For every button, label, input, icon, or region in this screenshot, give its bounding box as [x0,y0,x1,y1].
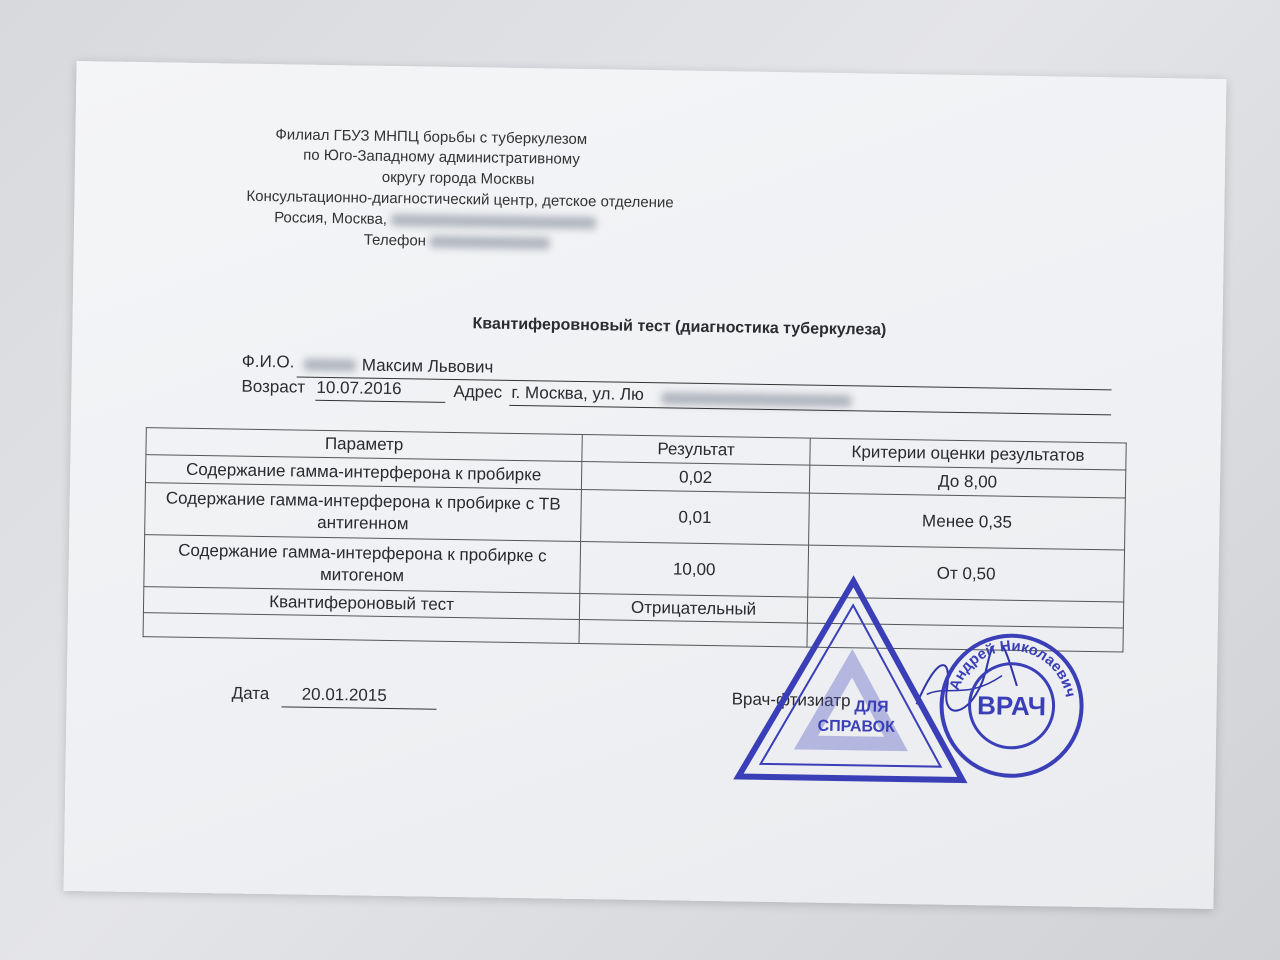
round-stamp-center-text: ВРАЧ [976,690,1047,722]
document-title: Квантиферовновый тест (диагностика туберкулеза) [472,315,887,339]
header-line-2: по Юго-Западному административному [303,146,580,168]
round-stamp-ring-text: Андрей Николаевич [946,637,1079,699]
age-label: Возраст [241,376,306,397]
param-cell: Содержание гамма-интерферона к пробирке [145,455,581,490]
triangle-stamp-text-2: СПРАВОК [817,717,895,736]
result-cell: 0,01 [581,490,810,546]
header-line-4: Консультационно-диагностический центр, детское отделение [246,187,674,212]
header-line-3: округу города Москвы [381,168,535,189]
criteria-cell: От 0,50 [808,545,1125,602]
doctor-label: Врач-фтизиатр [731,689,851,711]
param-cell: Содержание гамма-интерферона к пробирке с митогеном [144,535,581,594]
criteria-cell: До 8,00 [809,465,1125,498]
criteria-cell: Менее 0,35 [809,493,1126,550]
document-sheet [64,61,1227,909]
header-parameter: Параметр [146,428,582,462]
param-cell: Содержание гамма-интерферона к пробирке с ТВ антигенном [145,483,582,542]
result-cell: 10,00 [580,541,809,597]
result-cell: Отрицательный [579,593,807,623]
address-value: г. Москва, ул. Лю [511,382,645,404]
age-underline [315,400,445,403]
redacted-street [661,392,851,407]
date-underline [281,706,436,709]
phone-prefix: Телефон [363,231,427,250]
address-prefix: Россия, Москва, [274,209,388,228]
address-label: Адрес [453,381,503,402]
header-result: Результат [582,435,810,466]
fio-underline [297,377,1112,391]
redacted-address [391,214,596,229]
header-criteria: Критерии оценки результатов [810,438,1126,470]
param-cell: Квантифероновый тест [143,587,579,620]
date-value: 20.01.2015 [301,684,387,705]
triangle-stamp-text-1: ДЛЯ [854,698,889,716]
round-stamp [935,630,1087,782]
fio-value: Максим Львович [361,355,494,377]
header-line-6 [364,232,551,252]
header-line-1: Филиал ГБУЗ МНПЦ борьбы с туберкулезом [275,126,588,149]
date-label: Дата [231,683,270,704]
header-line-5 [274,209,596,231]
age-value: 10.07.2016 [316,377,402,399]
redacted-phone [430,236,550,250]
redacted-surname [304,359,356,372]
results-table [143,427,1127,652]
result-cell: 0,02 [581,462,809,494]
fio-label: Ф.И.О. [241,351,295,372]
